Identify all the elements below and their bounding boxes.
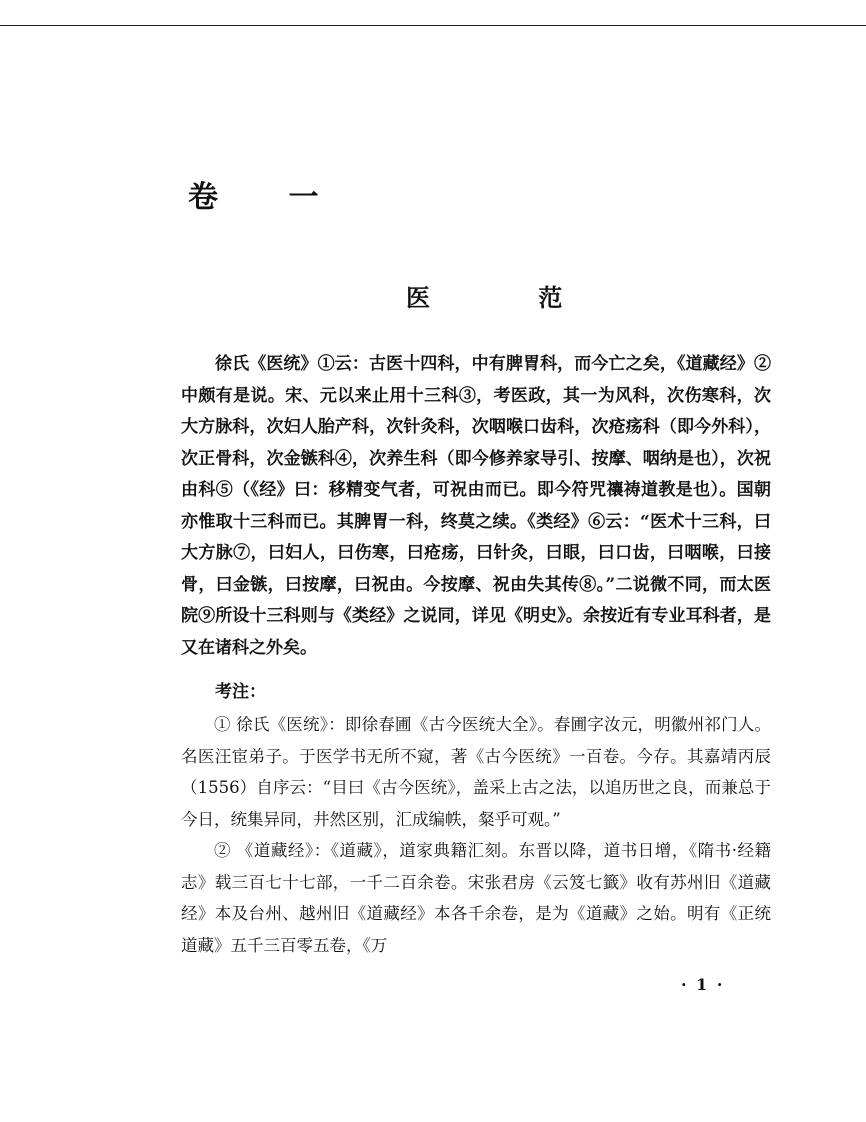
notes-section — [181, 709, 771, 961]
header-rule — [0, 25, 866, 26]
note-2: ② 《道藏经》：《道藏》，道家典籍汇刻。东晋以降，道书日增，《隋书·经籍志》载三百七十七部，一千二百余卷。宋张君房《云笈七籤》收有苏州旧《道藏经》本及台州、越州旧《道藏经》本各千余卷，是为《道藏》之始。明有《正统道藏》五千三百零五卷，《万 — [181, 841, 771, 955]
main-paragraph: 徐氏《医统》①云：古医十四科，中有脾胃科，而今亡之矣，《道藏经》②中颇有是说。宋、元以来止用十三科③，考医政，其一为风科，次伤寒科，次大方脉科，次妇人胎产科，次针灸科，次咽喉口齿科，次疮疡科（即今外科），次正骨科，次金镞科④，次养生科（即今修养家导引、按摩、咽纳是也），次祝由科⑤（《经》曰：移精变气者，可祝由而已。即今符咒禳祷道教是也）。国朝亦惟取十三科而已。其脾胃一科，终莫之续。《类经》⑥云：“医术十三科，曰大方脉⑦，曰妇人，曰伤寒，曰疮疡，曰针灸，曰眼，曰口齿，曰咽喉，曰接骨，曰金镞，曰按摩，曰祝由。今按摩、祝由失其传⑧。”二说微不同，而太医院⑨所设十三科则与《类经》之说同，详见《明史》。余按近有专业耳科者，是又在诸科之外矣。 — [181, 354, 771, 658]
note-1: ① 徐氏《医统》：即徐春圃《古今医统大全》。春圃字汝元，明徽州祁门人。名医汪宦弟子。于医学书无所不窥，著《古今医统》一百卷。今存。其嘉靖丙辰（1556）自序云：“目曰《古今医统》，盖采上古之法，以追历世之良，而兼总于今日，统集异同，井然区别，汇成编帙，粲乎可观。” — [181, 715, 771, 829]
section-title: 医 范 — [406, 283, 613, 312]
main-body — [181, 349, 771, 664]
page-number: · 1 · — [681, 975, 725, 994]
notes-label: 考注： — [215, 682, 266, 702]
volume-title: 卷 一 — [188, 180, 349, 215]
